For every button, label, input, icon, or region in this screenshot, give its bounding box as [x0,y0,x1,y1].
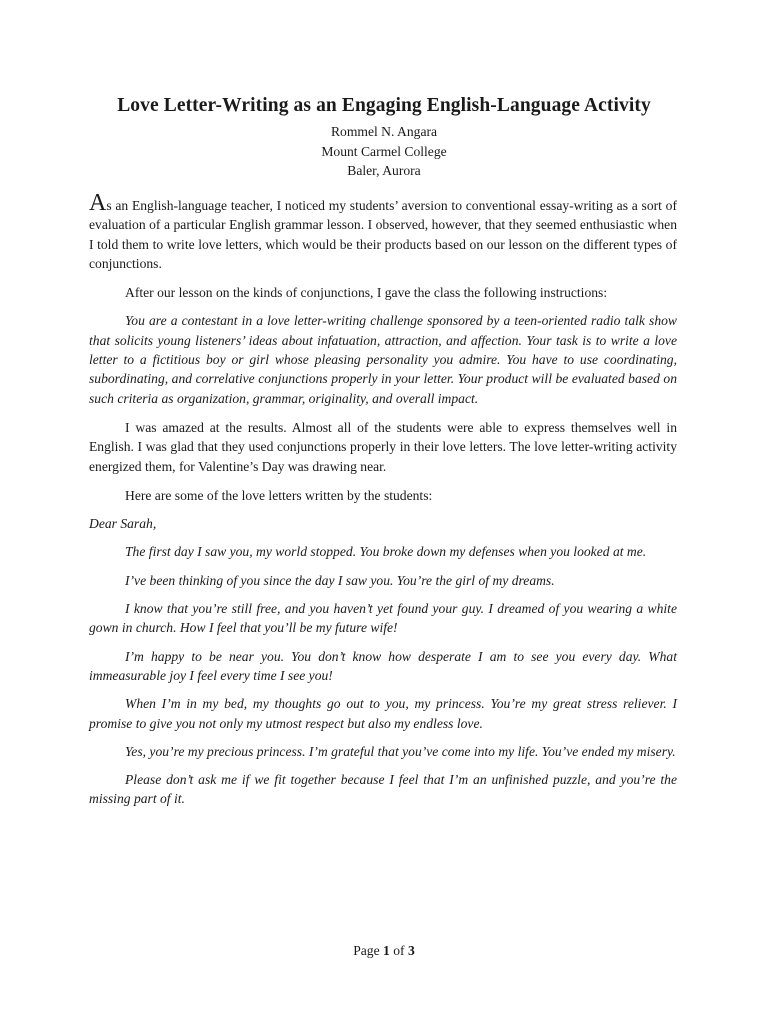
author-name: Rommel N. Angara [330,124,438,139]
instructions-lead-paragraph: After our lesson on the kinds of conjunctions, I gave the class the following instructions: [125,285,608,301]
page-current-number: 1 [383,943,390,958]
instructions-paragraph: You are a contestant in a love letter-writing challenge sponsored by a teen-oriented radio talk show that solicits young listeners’ ideas about infatuation, attraction, and affection. Your task is to write a love letter to a fictitious boy or girl whose pleasing personality you admire. You have to use coordinating, subordinating, and correlative conjunctions properly in your letter. Your product will be evaluated based on such criteria as organization, grammar, originality, and overall impact. [89,313,677,406]
letter-line: I’ve been thinking of you since the day I saw you. You’re the girl of my dreams. [125,572,555,588]
letter-line: The first day I saw you, my world stopped. You broke down my defenses when you looked at me. [125,544,647,560]
drop-cap: A [89,190,107,216]
page-total-number: 3 [407,943,415,958]
examples-lead-paragraph: Here are some of the love letters written by the students: [125,487,433,503]
document-body [89,190,677,818]
letter-salutation: Dear Sarah, [89,516,157,532]
letter-line: When I’m in my bed, my thoughts go out to you, my princess. You’re my great stress reliever. I promise to give you not only my utmost respect but also my endless love. [89,696,677,731]
author-institution: Mount Carmel College [321,143,447,159]
intro-paragraph [89,190,677,273]
document-title: Love Letter-Writing as an Engaging English-Language Activity [117,95,651,116]
page-footer [0,943,768,959]
letter-line: Yes, you’re my precious princess. I’m grateful that you’ve come into my life. You’ve ended my misery. [125,743,676,759]
results-paragraph: I was amazed at the results. Almost all of the students were able to express themselves well in English. I was glad that they used conjunctions properly in their love letters. The love letter-writing activity energized them, for Valentine’s Day was drawing near. [89,419,677,474]
letter-line: I’m happy to be near you. You don’t know how desperate I am to see you every day. What immeasurable joy I feel every time I see you! [89,648,677,683]
of-word: of [393,943,405,958]
page-word: Page [353,943,380,958]
byline [0,122,768,181]
author-location: Baler, Aurora [347,163,421,179]
letter-line: I know that you’re still free, and you haven’t yet found your guy. I dreamed of you wearing a white gown in church. How I feel that you’ll be my future wife! [89,601,677,636]
letter-line: Please don’t ask me if we fit together because I feel that I’m an unfinished puzzle, and you’re the missing part of it. [89,772,677,807]
intro-text: s an English-language teacher, I noticed my students’ aversion to conventional essay-writing as a sort of evaluation of a particular English grammar lesson. I observed, however, that they seemed enthusiastic when I told them to write love letters, which would be their products based on our lesson on the different types of conjunctions. [89,198,677,271]
